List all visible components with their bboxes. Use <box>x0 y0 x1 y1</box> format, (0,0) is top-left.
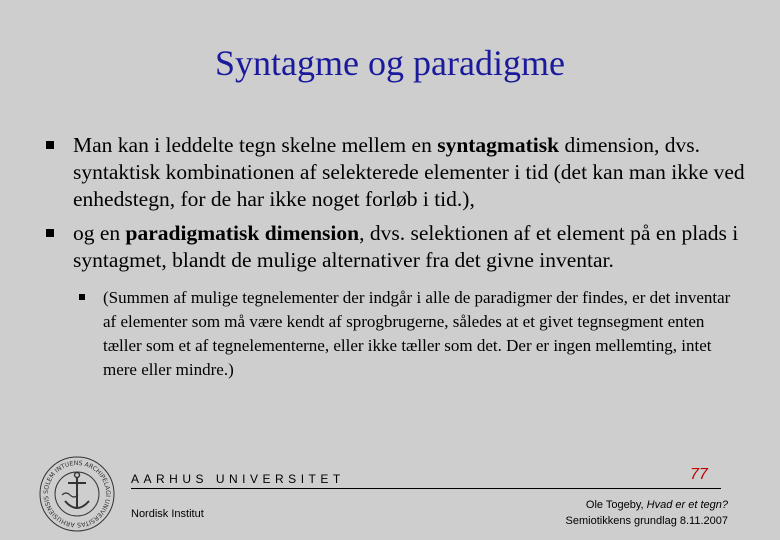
bullet-text-post: dimension, dvs. syntaktisk kombinationen af selekterede elementer i tid (det kan man ikke ved enhedstegn, for de har ikke noget forløb i tid.), <box>73 133 745 211</box>
bullet-text-pre: Man kan i leddelte tegn skelne mellem en <box>73 133 438 157</box>
university-name: AARHUS UNIVERSITET <box>131 472 345 486</box>
square-bullet-icon <box>46 229 54 237</box>
bullet-text-post: , dvs. selektionen af et element på en plads i syntagmet, blandt de mulige alternativer fra det givne inventar. <box>73 221 739 272</box>
square-bullet-icon <box>46 141 54 149</box>
author-name: Ole Togeby, <box>585 499 647 511</box>
page-number: 77 <box>690 466 708 483</box>
bullet-text-pre: og en <box>73 221 126 245</box>
bullet-item-paradigmatic <box>46 220 746 274</box>
bullet-text-bold: syntagmatisk <box>437 133 560 157</box>
bullet-item-syntagmatic <box>46 132 746 213</box>
seal-text: SOLEM INTUENS ARCHIPELAGI UNIVERSITAS ARHUSIENSIS <box>42 459 112 529</box>
footer-credit <box>566 497 728 529</box>
author-line <box>566 497 728 513</box>
institute-name: Nordisk Institut <box>131 508 204 520</box>
bullet-list <box>46 132 746 382</box>
sub-bullet-item <box>75 286 746 382</box>
work-title: Hvad er et tegn? <box>646 499 728 511</box>
bullet-text-bold: paradigmatisk dimension <box>125 221 360 245</box>
sub-bullet-text: (Summen af mulige tegnelementer der indgår i alle de paradigmer der findes, er det inventar af elementer som må være kendt af sprogbrugerne, således at et givet tegnsegment enten tæller som et af tegnelementerne, eller ikke tæller som det. Der er ingen mellemting, intet mere eller mindre.) <box>103 288 731 379</box>
footer-divider <box>131 488 721 489</box>
event-line: Semiotikkens grundlag 8.11.2007 <box>565 515 728 527</box>
square-bullet-icon <box>79 294 85 300</box>
slide-title: Syntagme og paradigme <box>215 43 565 83</box>
university-seal-icon <box>38 455 116 533</box>
